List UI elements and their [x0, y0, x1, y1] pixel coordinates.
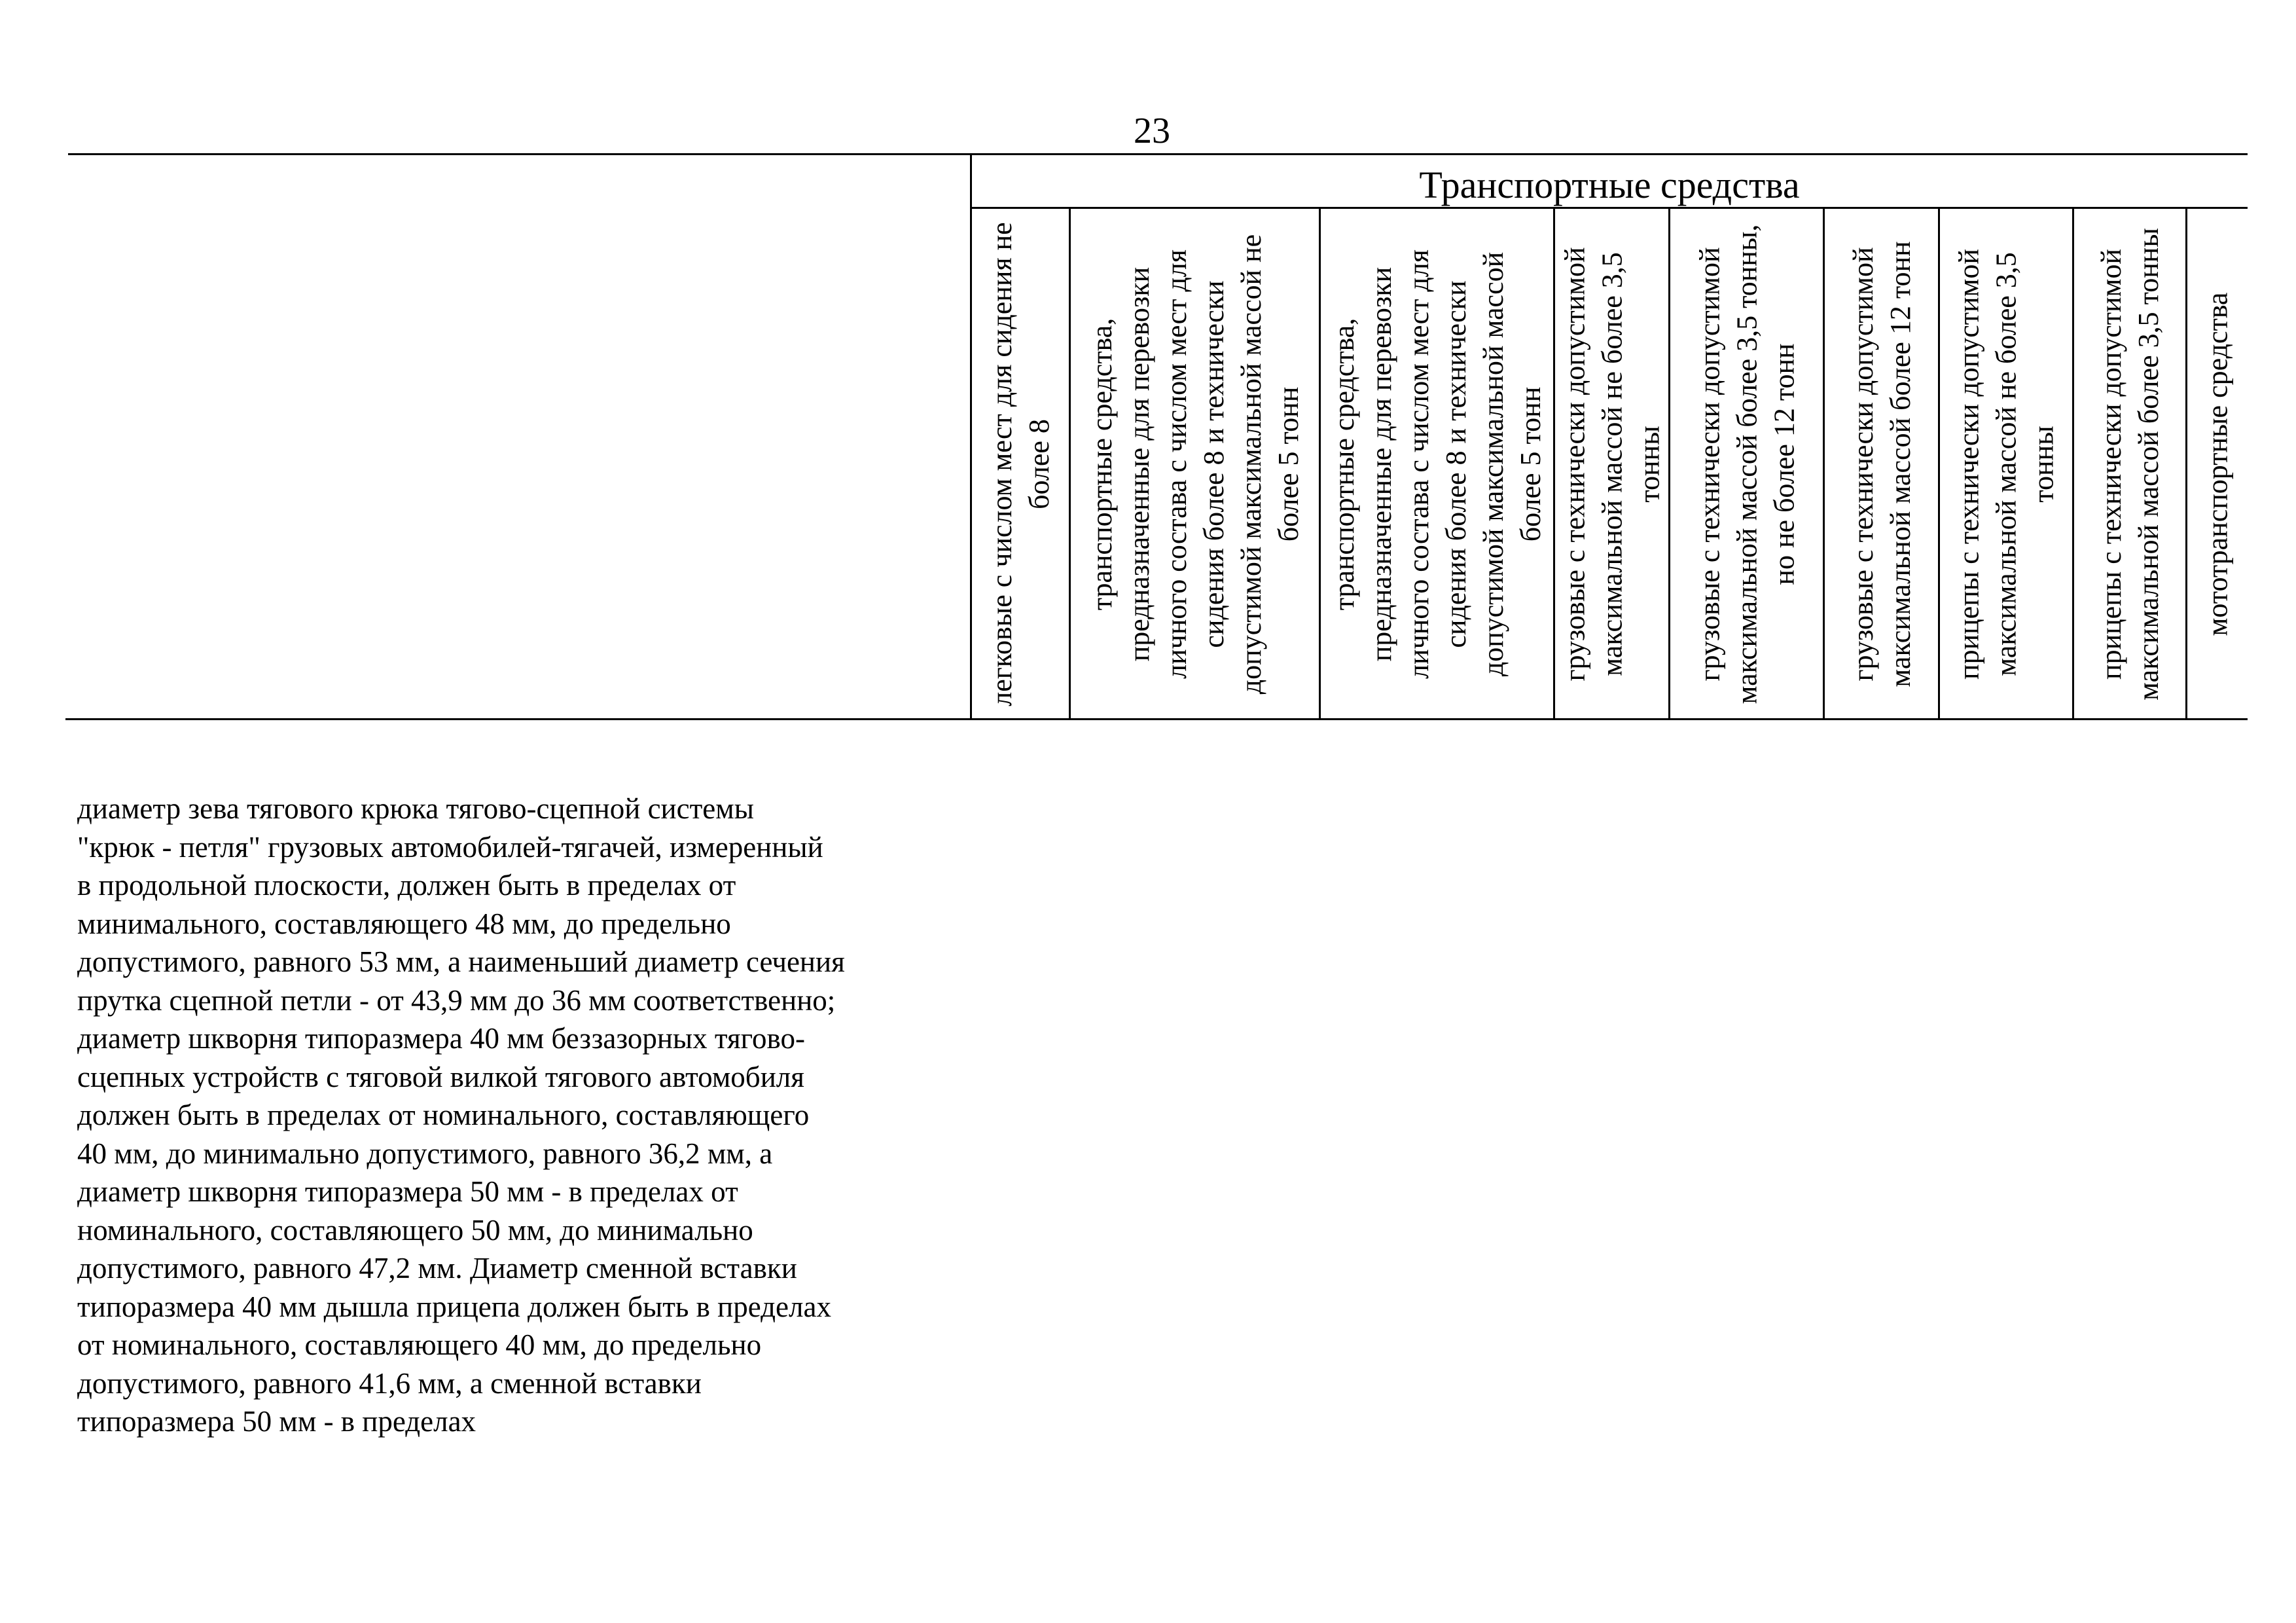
column-header-trucks-medium — [1670, 208, 1823, 720]
column-header-trailers-heavy — [2074, 208, 2185, 720]
column-header-label: грузовые с технически допустимой максимальной массой более 3,5 тонны, но не более 12 тонн — [1693, 224, 1800, 704]
text-line: типоразмера 40 мм дышла прицепа должен быть в пределах — [77, 1290, 831, 1323]
table-top-rule — [68, 153, 2248, 155]
text-line: диаметр шкворня типоразмера 50 мм - в пределах от — [77, 1175, 738, 1208]
text-line: допустимого, равного 41,6 мм, а сменной вставки — [77, 1366, 702, 1400]
text-line: номинального, составляющего 50 мм, до минимально — [77, 1213, 753, 1247]
column-header-label: прицепы с технически допустимой максимальной массой не более 3,5 тонны — [1952, 249, 2060, 680]
text-line: должен быть в пределах от номинального, составляющего — [77, 1099, 810, 1131]
text-line: минимального, составляющего 48 мм, до предельно — [77, 907, 731, 940]
column-header-motorcycles — [2187, 208, 2248, 720]
text-line: сцепных устройств с тяговой вилкой тягового автомобиля — [77, 1060, 804, 1093]
column-header-trailers-light — [1940, 208, 2072, 720]
text-line: допустимого, равного 47,2 мм. Диаметр сменной вставки — [77, 1252, 797, 1285]
column-header-label: транспортные средства, предназначенные для перевозки личного состава с числом мест для сидения более 8 и технически допустимой максимальной массой более 5 тонн — [1327, 249, 1547, 679]
text-line: "крюк - петля" грузовых автомобилей-тягачей, измеренный — [77, 830, 823, 864]
text-line: типоразмера 50 мм - в пределах — [77, 1405, 476, 1438]
page-number: 23 — [1134, 111, 1170, 151]
column-header-label: мототранспортные средства — [2201, 292, 2234, 636]
column-header-personnel-transport-heavy — [1321, 208, 1553, 720]
column-header-trucks-light — [1555, 208, 1668, 720]
column-header-label: грузовые с технически допустимой максимальной массой более 12 тонн — [1846, 241, 1916, 687]
column-header-passenger-cars — [972, 208, 1069, 720]
requirement-text — [77, 790, 980, 1441]
text-line: в продольной плоскости, должен быть в пределах от — [77, 869, 736, 902]
column-header-label: легковые с числом мест для сидения не более 8 — [986, 222, 1055, 706]
text-line: диаметр шкворня типоразмера 40 мм беззазорных тягово- — [77, 1022, 805, 1055]
text-line: допустимого, равного 53 мм, а наименьший диаметр сечения — [77, 945, 845, 978]
column-header-label: грузовые с технически допустимой максимальной массой не более 3,5 тонны — [1558, 247, 1665, 682]
column-header-label: транспортные средства, предназначенные для перевозки личного состава с числом мест для сидения более 8 и технически допустимой максимальной массой не более 5 тонн — [1085, 234, 1304, 695]
column-header-personnel-transport-light — [1071, 208, 1319, 720]
text-line: 40 мм, до минимально допустимого, равного 36,2 мм, а — [77, 1137, 773, 1170]
text-line: от номинального, составляющего 40 мм, до предельно — [77, 1328, 762, 1361]
column-header-label: прицепы с технически допустимой максимальной массой более 3,5 тонны — [2095, 228, 2164, 701]
column-header-trucks-heavy — [1825, 208, 1938, 720]
text-line: диаметр зева тягового крюка тягово-сцепной системы — [77, 792, 754, 825]
table-group-title: Транспортные средства — [1419, 164, 1800, 206]
text-line: прутка сцепной петли - от 43,9 мм до 36 мм соответственно; — [77, 983, 836, 1017]
